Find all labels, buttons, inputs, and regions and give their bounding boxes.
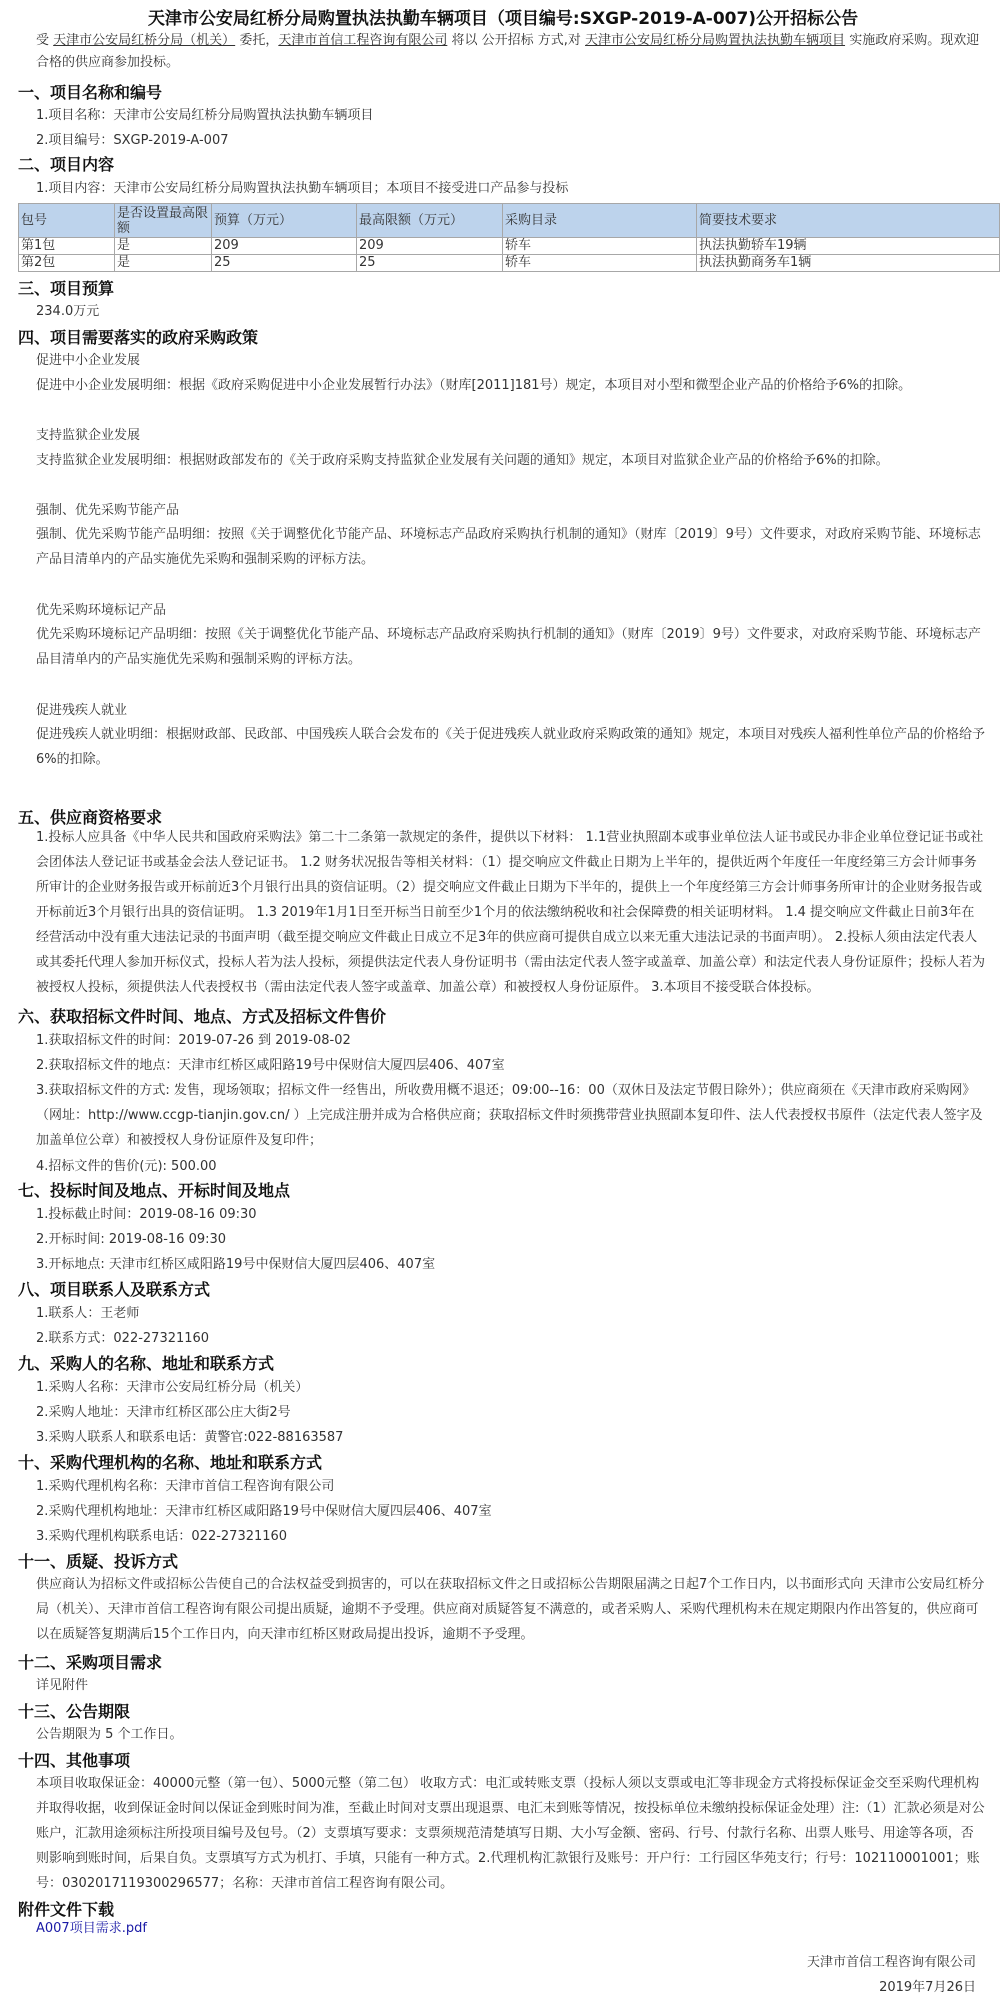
policy-title: 优先采购环境标记产品 [36, 603, 167, 618]
section-heading-6: 六、获取招标文件时间、地点、方式及招标文件售价 [18, 1007, 387, 1026]
section-heading-10: 十、采购代理机构的名称、地址和联系方式 [18, 1453, 323, 1472]
purchaser-name: 天津市公安局红桥分局（机关） [53, 33, 236, 48]
intro-text-2: 委托， [239, 33, 279, 48]
complaint-text: 供应商认为招标文件或招标公告使自己的合法权益受到损害的，可以在获取招标文件之日或招标公告期限届满之日起7个工作日内，以书面形式向 天津市公安局红桥分局（机关）、天津市首信工程咨询有限公司提出质疑，逾期不予受理。供应商对质疑答复不满意的，或者采购人、采购代理机构未在规定期限内作出答复的，供应商可以在质疑答复期满后15个工作日内，向天津市红桥区财政局提出投诉，逾期不予受理。 [36, 1577, 985, 1642]
policy-detail: 促进中小企业发展明细：根据《政府采购促进中小企业发展暂行办法》（财库[2011]181号）规定，本项目对小型和微型企业产品的价格给予6%的扣除。 [36, 378, 912, 393]
section-heading-1: 一、项目名称和编号 [18, 83, 163, 102]
attachment-link[interactable]: A007项目需求.pdf [36, 1921, 147, 1936]
section-heading-12: 十二、采购项目需求 [18, 1653, 163, 1672]
project-name: 天津市公安局红桥分局购置执法执勤车辆项目 [585, 33, 846, 48]
cell-requirement: 执法执勤轿车19辆 [697, 238, 1000, 255]
table-row [19, 238, 1000, 255]
section-heading-5: 五、供应商资格要求 [18, 808, 163, 827]
project-content-line: 1.项目内容：天津市公安局红桥分局购置执法执勤车辆项目；本项目不接受进口产品参与投标 [36, 181, 569, 196]
qualification-text: 1.投标人应具备《中华人民共和国政府采购法》第二十二条第一款规定的条件，提供以下材料： 1.1营业执照副本或事业单位法人证书或民办非企业单位登记证书或社会团体法人登记证书或基金会法人登记证书。 1.2 财务状况报告等相关材料：（1）提交响应文件截止日期为上半年的，提供近两个年度任一年度经第三方会计师事务所审计的企业财务报告或开标前近3个月银行出具的资信证明。（2）提交响应文件截止日期为下半年的，提供上一个年度经第三方会计师事务所审计的企业财务报告或开标前近3个月银行出具的资信证明。 1.3 2019年1月1日至开标当日前至少1个月的依法缴纳税收和社会保障费的相关证明材料。 1.4 提交响应文件截止日前3年在经营活动中没有重大违法记录的书面声明（截至提交响应文件截止日成立不足3年的供应商可提供自成立以来无重大违法记录的书面声明）。 2.投标人须由法定代表人或其委托代理人参加开标仪式，投标人若为法人投标，须提供法定代表人身份证明书（需由法定代表人签字或盖章、加盖公章）和法定代表人身份证原件；投标人若为被授权人投标，须提供法人代表授权书（需由法定代表人签字或盖章、加盖公章）和被授权人身份证原件。 3.本项目不接受联合体投标。 [36, 830, 986, 995]
cell-package: 第1包 [19, 238, 115, 255]
purchaser-contact-line: 3.采购人联系人和联系电话：黄警官:022-88163587 [36, 1430, 344, 1445]
section-heading-7: 七、投标时间及地点、开标时间及地点 [18, 1181, 291, 1200]
section-heading-2: 二、项目内容 [18, 155, 115, 174]
intro-text-4: 实施政府采购。现欢迎合格的供应商参加投标。 [36, 33, 980, 70]
table-header-row [19, 204, 1000, 238]
cell-requirement: 执法执勤商务车1辆 [697, 255, 1000, 272]
cell-has-cap: 是 [115, 255, 212, 272]
other-matters-text: 本项目收取保证金：40000元整（第一包）、5000元整（第二包） 收取方式：电汇或转账支票（投标人须以支票或电汇等非现金方式将投标保证金交至采购代理机构并取得收据，收到保证金时间以保证金到账时间为准，至截止时间对支票出现退票、电汇未到账等情况，按投标单位未缴纳投标保证金处理）注:（1）汇款必须是对公账户，汇款用途须标注所投项目编号及包号。（2）支票填写要求：支票须规范清楚填写日期、大小写金额、密码、行号、付款行名称、出票人账号、用途等各项，否则影响到账时间，后果自负。支票填写方式为机打、手填，只能有一种方式。2.代理机构汇款银行及账号：开户行：工行园区华苑支行；行号：102110001001；账号：0302017119300296577；名称：天津市首信工程咨询有限公司。 [36, 1776, 985, 1891]
cell-cap: 25 [357, 255, 503, 272]
notice-period-line: 公告期限为 5 个工作日。 [36, 1727, 183, 1742]
section-heading-14: 十四、其他事项 [18, 1751, 131, 1770]
package-table [18, 203, 1000, 272]
policy-title: 促进中小企业发展 [36, 353, 141, 368]
signature-company: 天津市首信工程咨询有限公司 [806, 1955, 976, 1970]
project-number-line: 2.项目编号：SXGP-2019-A-007 [36, 133, 229, 148]
cell-budget: 25 [212, 255, 357, 272]
purchaser-address-line: 2.采购人地址：天津市红桥区邵公庄大街2号 [36, 1405, 291, 1420]
page-title: 天津市公安局红桥分局购置执法执勤车辆项目（项目编号:SXGP-2019-A-007)公开招标公告 [147, 9, 859, 29]
cell-budget: 209 [212, 238, 357, 255]
cell-cap: 209 [357, 238, 503, 255]
col-header-package: 包号 [19, 204, 115, 238]
section-heading-13: 十三、公告期限 [18, 1702, 131, 1721]
policy-detail: 促进残疾人就业明细：根据财政部、民政部、中国残疾人联合会发布的《关于促进残疾人就业政府采购政策的通知》规定，本项目对残疾人福利性单位产品的价格给予6%的扣除。 [36, 727, 986, 767]
purchaser-name-line: 1.采购人名称：天津市公安局红桥分局（机关） [36, 1380, 309, 1395]
policy-detail: 优先采购环境标记产品明细：按照《关于调整优化节能产品、环境标志产品政府采购执行机制的通知》（财库〔2019〕9号）文件要求，对政府采购节能、环境标志产品目清单内的产品实施优先采购和强制采购的评标方法。 [36, 627, 981, 667]
signature-date: 2019年7月26日 [879, 1980, 976, 1995]
section-heading-8: 八、项目联系人及联系方式 [18, 1280, 211, 1299]
policy-detail: 强制、优先采购节能产品明细：按照《关于调整优化节能产品、环境标志产品政府采购执行机制的通知》（财库〔2019〕9号）文件要求，对政府采购节能、环境标志产品目清单内的产品实施优先采购和强制采购的评标方法。 [36, 527, 981, 567]
intro-text-3: 将以 公开招标 方式,对 [451, 33, 581, 48]
cell-catalog: 轿车 [503, 238, 697, 255]
contact-person-line: 1.联系人：王老师 [36, 1306, 140, 1321]
intro-paragraph [36, 30, 986, 74]
opening-time-line: 2.开标时间: 2019-08-16 09:30 [36, 1232, 227, 1247]
agency-name-line: 1.采购代理机构名称：天津市首信工程咨询有限公司 [36, 1479, 335, 1494]
col-header-catalog: 采购目录 [503, 204, 697, 238]
policy-title: 强制、优先采购节能产品 [36, 503, 180, 518]
opening-place-line: 3.开标地点: 天津市红桥区咸阳路19号中保财信大厦四层406、407室 [36, 1257, 436, 1272]
contact-phone-line: 2.联系方式：022-27321160 [36, 1331, 210, 1346]
cell-catalog: 轿车 [503, 255, 697, 272]
requirement-line: 详见附件 [36, 1678, 89, 1693]
agency-phone-line: 3.采购代理机构联系电话：022-27321160 [36, 1529, 288, 1544]
attachments-heading: 附件文件下载 [18, 1900, 115, 1919]
budget-line: 234.0万元 [36, 304, 100, 319]
col-header-cap: 最高限额（万元） [357, 204, 503, 238]
col-header-has-cap: 是否设置最高限额 [115, 204, 212, 238]
section-heading-3: 三、项目预算 [18, 279, 115, 298]
cell-package: 第2包 [19, 255, 115, 272]
section-heading-9: 九、采购人的名称、地址和联系方式 [18, 1354, 275, 1373]
agency-address-line: 2.采购代理机构地址：天津市红桥区咸阳路19号中保财信大厦四层406、407室 [36, 1504, 492, 1519]
doc-method-line: 3.获取招标文件的方式: 发售，现场领取；招标文件一经售出，所收费用概不退还；09:00--16：00（双休日及法定节假日除外）；供应商须在《天津市政府采购网》（网址：http://www.ccgp-tianjin.gov.cn/ ）上完成注册并成为合格供应商；获取招标文件时须携带营业执照副本复印件、法人代表授权书原件（法定代表人签字及加盖单位公章）和被授权人身份证原件及复印件； [36, 1083, 983, 1148]
doc-price-line: 4.招标文件的售价(元): 500.00 [36, 1159, 217, 1174]
col-header-budget: 预算（万元） [212, 204, 357, 238]
table-row [19, 255, 1000, 272]
agency-name: 天津市首信工程咨询有限公司 [278, 33, 448, 48]
doc-time-line: 1.获取招标文件的时间：2019-07-26 到 2019-08-02 [36, 1033, 351, 1048]
section-heading-4: 四、项目需要落实的政府采购政策 [18, 328, 259, 347]
doc-place-line: 2.获取招标文件的地点：天津市红桥区咸阳路19号中保财信大厦四层406、407室 [36, 1058, 505, 1073]
col-header-requirement: 简要技术要求 [697, 204, 1000, 238]
intro-text-1: 受 [36, 33, 50, 48]
bid-deadline-line: 1.投标截止时间：2019-08-16 09:30 [36, 1207, 257, 1222]
policy-title: 支持监狱企业发展 [36, 428, 141, 443]
project-name-line: 1.项目名称：天津市公安局红桥分局购置执法执勤车辆项目 [36, 108, 374, 123]
section-heading-11: 十一、质疑、投诉方式 [18, 1552, 179, 1571]
policy-title: 促进残疾人就业 [36, 703, 128, 718]
policy-detail: 支持监狱企业发展明细：根据财政部发布的《关于政府采购支持监狱企业发展有关问题的通知》规定，本项目对监狱企业产品的价格给予6%的扣除。 [36, 453, 889, 468]
cell-has-cap: 是 [115, 238, 212, 255]
